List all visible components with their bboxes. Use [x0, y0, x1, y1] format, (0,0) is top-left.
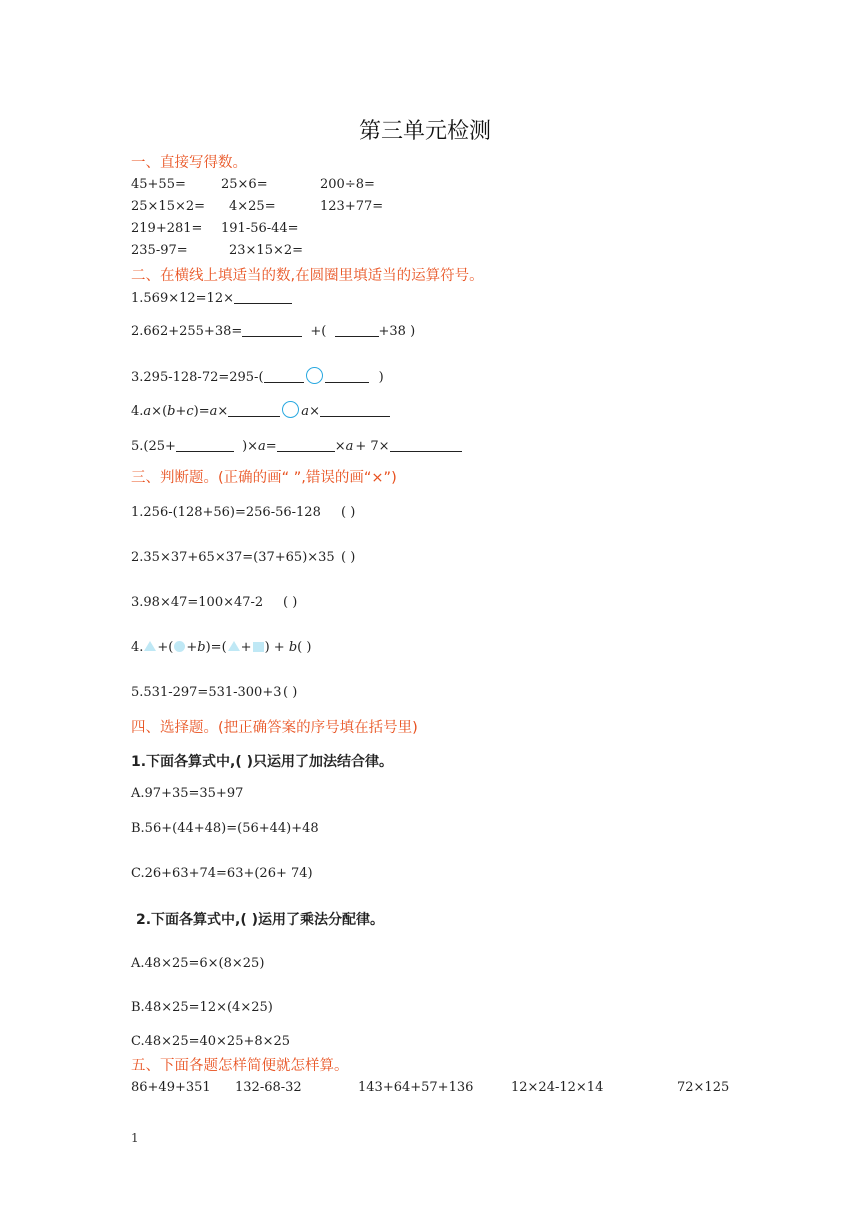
- sec1-item: 4×25=: [229, 199, 276, 214]
- section-1-heading: 一、直接写得数。: [131, 155, 247, 171]
- sec3-question-5: 5.531-297=531-300+3: [131, 685, 282, 700]
- triangle-icon: [228, 641, 240, 651]
- sec2-question-5: 5.(25+ )×a= ×a + 7×: [131, 438, 462, 454]
- answer-blank[interactable]: [325, 369, 369, 383]
- sec3-question-4: 4. +( +b)=( + ) + b( ): [131, 640, 312, 655]
- triangle-icon: [144, 641, 156, 651]
- answer-blank[interactable]: [277, 438, 335, 452]
- operator-circle[interactable]: [306, 367, 323, 384]
- option-a[interactable]: A.48×25=6×(8×25): [131, 956, 265, 971]
- sec3-question-3: 3.98×47=100×47-2: [131, 595, 264, 610]
- page-title: 第三单元检测: [359, 119, 492, 144]
- sec1-item: 191-56-44=: [221, 221, 299, 236]
- answer-blank[interactable]: [390, 438, 462, 452]
- answer-parens[interactable]: ( ): [297, 640, 312, 655]
- sec3-question-1: 1.256-(128+56)=256-56-128: [131, 505, 321, 520]
- option-c[interactable]: C.26+63+74=63+(26+ 74): [131, 866, 313, 881]
- circle-shape-icon: [174, 641, 185, 652]
- answer-blank[interactable]: [234, 290, 292, 304]
- sec5-item: 12×24-12×14: [511, 1080, 604, 1095]
- option-b[interactable]: B.48×25=12×(4×25): [131, 1000, 273, 1015]
- answer-blank[interactable]: [176, 438, 234, 452]
- page-number: 1: [131, 1131, 139, 1145]
- section-5-heading: 五、下面各题怎样简便就怎样算。: [131, 1058, 349, 1074]
- answer-parens[interactable]: ( ): [283, 595, 298, 610]
- sec3-question-2: 2.35×37+65×37=(37+65)×35: [131, 550, 335, 565]
- sec1-item: 45+55=: [131, 177, 186, 192]
- section-4-heading: 四、选择题。(把正确答案的序号填在括号里): [131, 720, 418, 736]
- answer-blank[interactable]: [264, 369, 304, 383]
- section-3-heading: 三、判断题。(正确的画“ ”,错误的画“×”): [131, 470, 397, 486]
- sec1-item: 235-97=: [131, 243, 188, 258]
- sec4-question-2: 2.下面各算式中,( )运用了乘法分配律。: [136, 912, 385, 928]
- sec2-question-3: 3.295-128-72=295-( ): [131, 367, 384, 385]
- sec1-item: 219+281=: [131, 221, 203, 236]
- sec2-question-2: 2.662+255+38= +( +38 ): [131, 324, 416, 339]
- answer-parens[interactable]: ( ): [341, 505, 356, 520]
- sec4-question-1: 1.下面各算式中,( )只运用了加法结合律。: [131, 754, 394, 770]
- operator-circle[interactable]: [282, 401, 299, 418]
- sec2-question-4: 4.a×(b+c)=a× a×: [131, 401, 390, 419]
- answer-blank[interactable]: [335, 323, 379, 337]
- sec5-item: 143+64+57+136: [358, 1080, 474, 1095]
- answer-blank[interactable]: [320, 403, 390, 417]
- answer-parens[interactable]: ( ): [341, 550, 356, 565]
- sec5-item: 72×125: [677, 1080, 730, 1095]
- section-2-heading: 二、在横线上填适当的数,在圆圈里填适当的运算符号。: [131, 268, 484, 284]
- square-icon: [253, 642, 264, 652]
- sec1-item: 25×15×2=: [131, 199, 206, 214]
- option-b[interactable]: B.56+(44+48)=(56+44)+48: [131, 821, 319, 836]
- sec1-item: 200÷8=: [320, 177, 375, 192]
- sec1-item: 23×15×2=: [229, 243, 304, 258]
- sec5-item: 132-68-32: [235, 1080, 302, 1095]
- sec5-item: 86+49+351: [131, 1080, 211, 1095]
- answer-blank[interactable]: [242, 323, 302, 337]
- sec1-item: 123+77=: [320, 199, 384, 214]
- option-a[interactable]: A.97+35=35+97: [131, 786, 244, 801]
- answer-blank[interactable]: [228, 403, 280, 417]
- sec2-question-1: 1.569×12=12×: [131, 290, 292, 306]
- sec1-item: 25×6=: [221, 177, 268, 192]
- option-c[interactable]: C.48×25=40×25+8×25: [131, 1034, 291, 1049]
- answer-parens[interactable]: ( ): [283, 685, 298, 700]
